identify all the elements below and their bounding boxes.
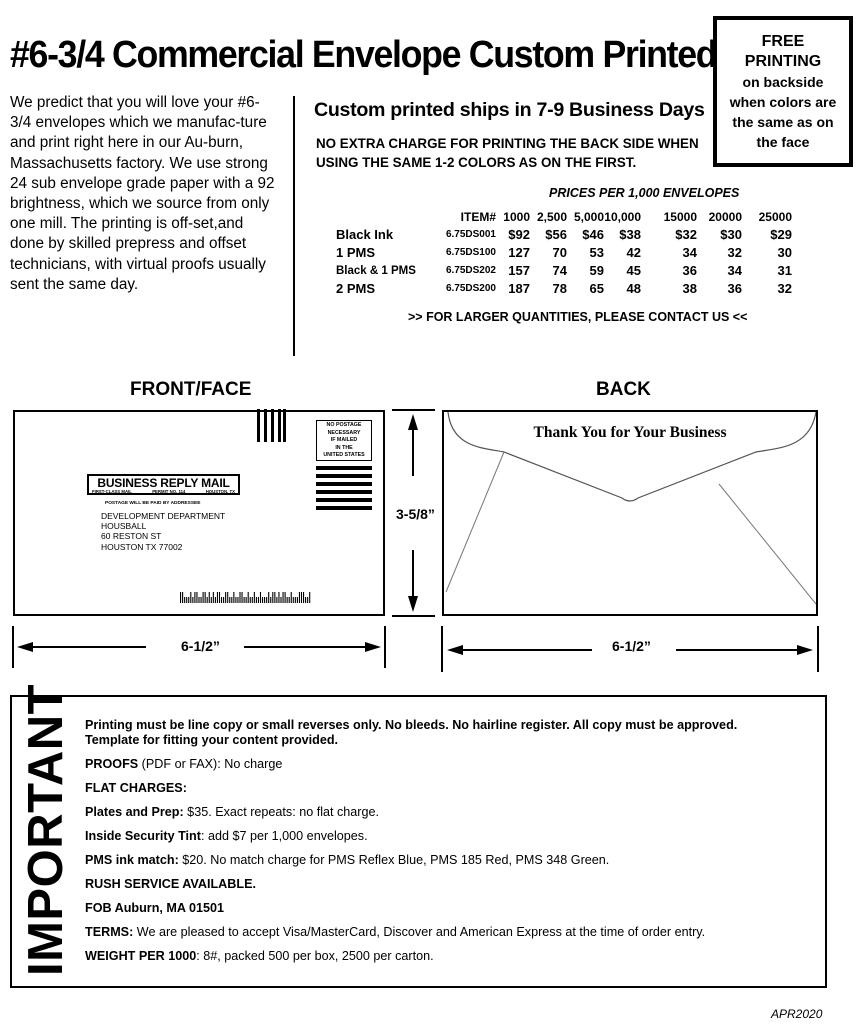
price-cell: $56 [545, 227, 567, 242]
price-cell: 32 [777, 281, 792, 296]
row-label: Black & 1 PMS [336, 265, 416, 277]
intro-paragraph: We predict that you will love your #6-3/4 envelopes which we manufac-ture and print right here in our Au-burn, Massachusetts factory. We use strong 24 sub envelope grade paper with a 92 brightness, which we source from only one mill. The printing is off-set,and done by skilled prepress and offset technicians, with virtual proofs usually sent the same day. [10, 94, 275, 293]
height-dimension-label: 3-5/8” [396, 506, 435, 522]
price-cell: 78 [552, 281, 567, 296]
free-line-5: the same as on [732, 114, 834, 130]
back-width-dimension-label: 6-1/2” [612, 638, 651, 654]
header-item: ITEM# [460, 210, 496, 224]
tint-text: : add $7 per 1,000 envelopes. [200, 829, 368, 843]
no-postage-line: NO POSTAGE [326, 422, 362, 428]
free-line-4: when colors are [729, 94, 837, 110]
no-postage-line: IF MAILED [330, 437, 358, 443]
price-cell: 187 [508, 281, 530, 296]
price-cell: 70 [552, 245, 567, 260]
price-cell: 42 [626, 245, 641, 260]
row-label: 2 PMS [336, 281, 376, 296]
back-title: BACK [596, 379, 651, 400]
price-cell: 48 [626, 281, 641, 296]
price-row-2-pms [336, 280, 792, 298]
price-cell: $29 [770, 227, 792, 242]
price-row-black-and-1-pms [336, 262, 792, 280]
thank-you-text: Thank You for Your Business [533, 424, 727, 441]
row-item: 6.75DS100 [445, 247, 496, 258]
pms-line [85, 853, 815, 868]
page-title: #6-3/4 Commercial Envelope Custom Printed [10, 34, 717, 76]
weight-text: : 8#, packed 500 per box, 2500 per carton. [196, 949, 434, 963]
pms-label: PMS ink match: [85, 853, 179, 867]
terms-text: We are pleased to accept Visa/MasterCard, Discover and American Express at the time of order entry. [133, 925, 706, 939]
important-details [85, 718, 815, 973]
no-postage-line: IN THE [335, 444, 353, 451]
price-cell: 127 [508, 245, 530, 260]
header-qty: 5,000 [573, 210, 604, 224]
front-width-dimension-label: 6-1/2” [181, 638, 220, 654]
dimension-lines [0, 400, 860, 680]
weight-label: WEIGHT PER 1000 [85, 949, 197, 963]
price-cell: 32 [727, 245, 742, 260]
header-qty: 1000 [503, 210, 530, 224]
free-printing-box [713, 16, 853, 167]
free-line-6: the face [756, 134, 810, 150]
header-qty: 20000 [708, 210, 742, 224]
price-cell: 38 [682, 281, 697, 296]
address-line: DEVELOPMENT DEPARTMENT [101, 511, 226, 521]
free-line-2: PRINTING [744, 53, 822, 70]
price-cell: 59 [589, 263, 604, 278]
footer-date: APR2020 [771, 1007, 823, 1021]
price-table [336, 208, 792, 298]
flat-charges-heading: FLAT CHARGES: [85, 781, 187, 795]
terms-label: TERMS: [85, 925, 134, 939]
prices-title: PRICES PER 1,000 ENVELOPES [549, 186, 740, 200]
row-item: 6.75DS200 [445, 283, 496, 294]
plates-text: $35. Exact repeats: no flat charge. [183, 805, 380, 819]
price-cell: 36 [727, 281, 742, 296]
proofs-text: (PDF or FAX): No charge [138, 757, 283, 771]
fob-line: FOB Auburn, MA 01501 [85, 901, 225, 915]
row-label: Black Ink [336, 227, 394, 242]
postage-paid-line: POSTAGE WILL BE PAID BY ADDRESSEE [105, 501, 201, 506]
brm-title: BUSINESS REPLY MAIL [97, 476, 230, 490]
header-blank [336, 208, 424, 226]
proofs-label: PROOFS [85, 757, 139, 771]
front-face-title: FRONT/FACE [130, 379, 252, 400]
price-cell: 74 [552, 263, 567, 278]
address-line: HOUSBALL [101, 521, 147, 532]
address-line: HOUSTON TX 77002 [101, 541, 183, 552]
pms-text: $20. No match charge for PMS Reflex Blue, PMS 185 Red, PMS 348 Green. [178, 853, 610, 867]
row-label: 1 PMS [336, 245, 376, 260]
free-line-3: on backside [742, 74, 824, 90]
price-cell: $30 [720, 227, 742, 242]
price-cell: 45 [626, 263, 641, 278]
brm-sub: HOUSTON, TX [205, 489, 235, 494]
price-cell: $46 [582, 227, 604, 242]
weight-line [85, 949, 815, 964]
copy-line-1: Printing must be line copy or small reverses only. No bleeds. No hairline register. All copy must be approved. [85, 718, 738, 732]
price-row-1-pms [336, 244, 792, 262]
row-item: 6.75DS001 [445, 229, 496, 240]
no-postage-line: NECESSARY [327, 429, 361, 436]
price-cell: $38 [619, 227, 641, 242]
price-cell: 65 [589, 281, 604, 296]
header-qty: 10,000 [604, 210, 641, 224]
header-qty: 25000 [758, 210, 792, 224]
free-line-1: FREE [761, 33, 805, 50]
price-cell: $92 [508, 227, 530, 242]
copy-line-2: Template for fitting your content provided. [85, 733, 339, 747]
no-extra-line-2: USING THE SAME 1-2 COLORS AS ON THE FIRST. [316, 155, 637, 170]
copy-requirements [85, 718, 815, 748]
no-postage-line: UNITED STATES [323, 452, 365, 458]
header-qty: 15000 [663, 210, 697, 224]
brm-sub: PERMIT NO. 114 [152, 489, 186, 494]
rush-line: RUSH SERVICE AVAILABLE. [85, 877, 256, 891]
price-cell: $32 [675, 227, 697, 242]
proofs-line [85, 757, 815, 772]
price-cell: 157 [508, 263, 530, 278]
price-row-black-ink [336, 226, 792, 244]
price-cell: 34 [727, 263, 742, 278]
tint-label: Inside Security Tint [85, 829, 201, 843]
price-cell: 36 [682, 263, 697, 278]
plates-line [85, 805, 815, 820]
brm-sub: FIRST-CLASS MAIL [92, 489, 132, 494]
plates-label: Plates and Prep: [85, 805, 184, 819]
no-extra-charge-notice [316, 134, 699, 172]
price-cell: 31 [777, 263, 792, 278]
price-cell: 30 [777, 245, 792, 260]
price-cell: 34 [682, 245, 697, 260]
important-heading: IMPORTANT [19, 683, 73, 976]
row-item: 6.75DS202 [445, 265, 496, 276]
no-extra-line-1: NO EXTRA CHARGE FOR PRINTING THE BACK SIDE WHEN [316, 136, 699, 151]
tint-line [85, 829, 815, 844]
header-qty: 2,500 [536, 210, 567, 224]
larger-quantities-note: >> FOR LARGER QUANTITIES, PLEASE CONTACT US << [408, 310, 748, 324]
address-line: 60 RESTON ST [101, 531, 162, 542]
price-table-header [336, 208, 792, 226]
vertical-divider [293, 96, 295, 356]
ships-heading: Custom printed ships in 7-9 Business Days [314, 99, 705, 121]
price-cell: 53 [589, 245, 604, 260]
terms-line [85, 925, 815, 940]
